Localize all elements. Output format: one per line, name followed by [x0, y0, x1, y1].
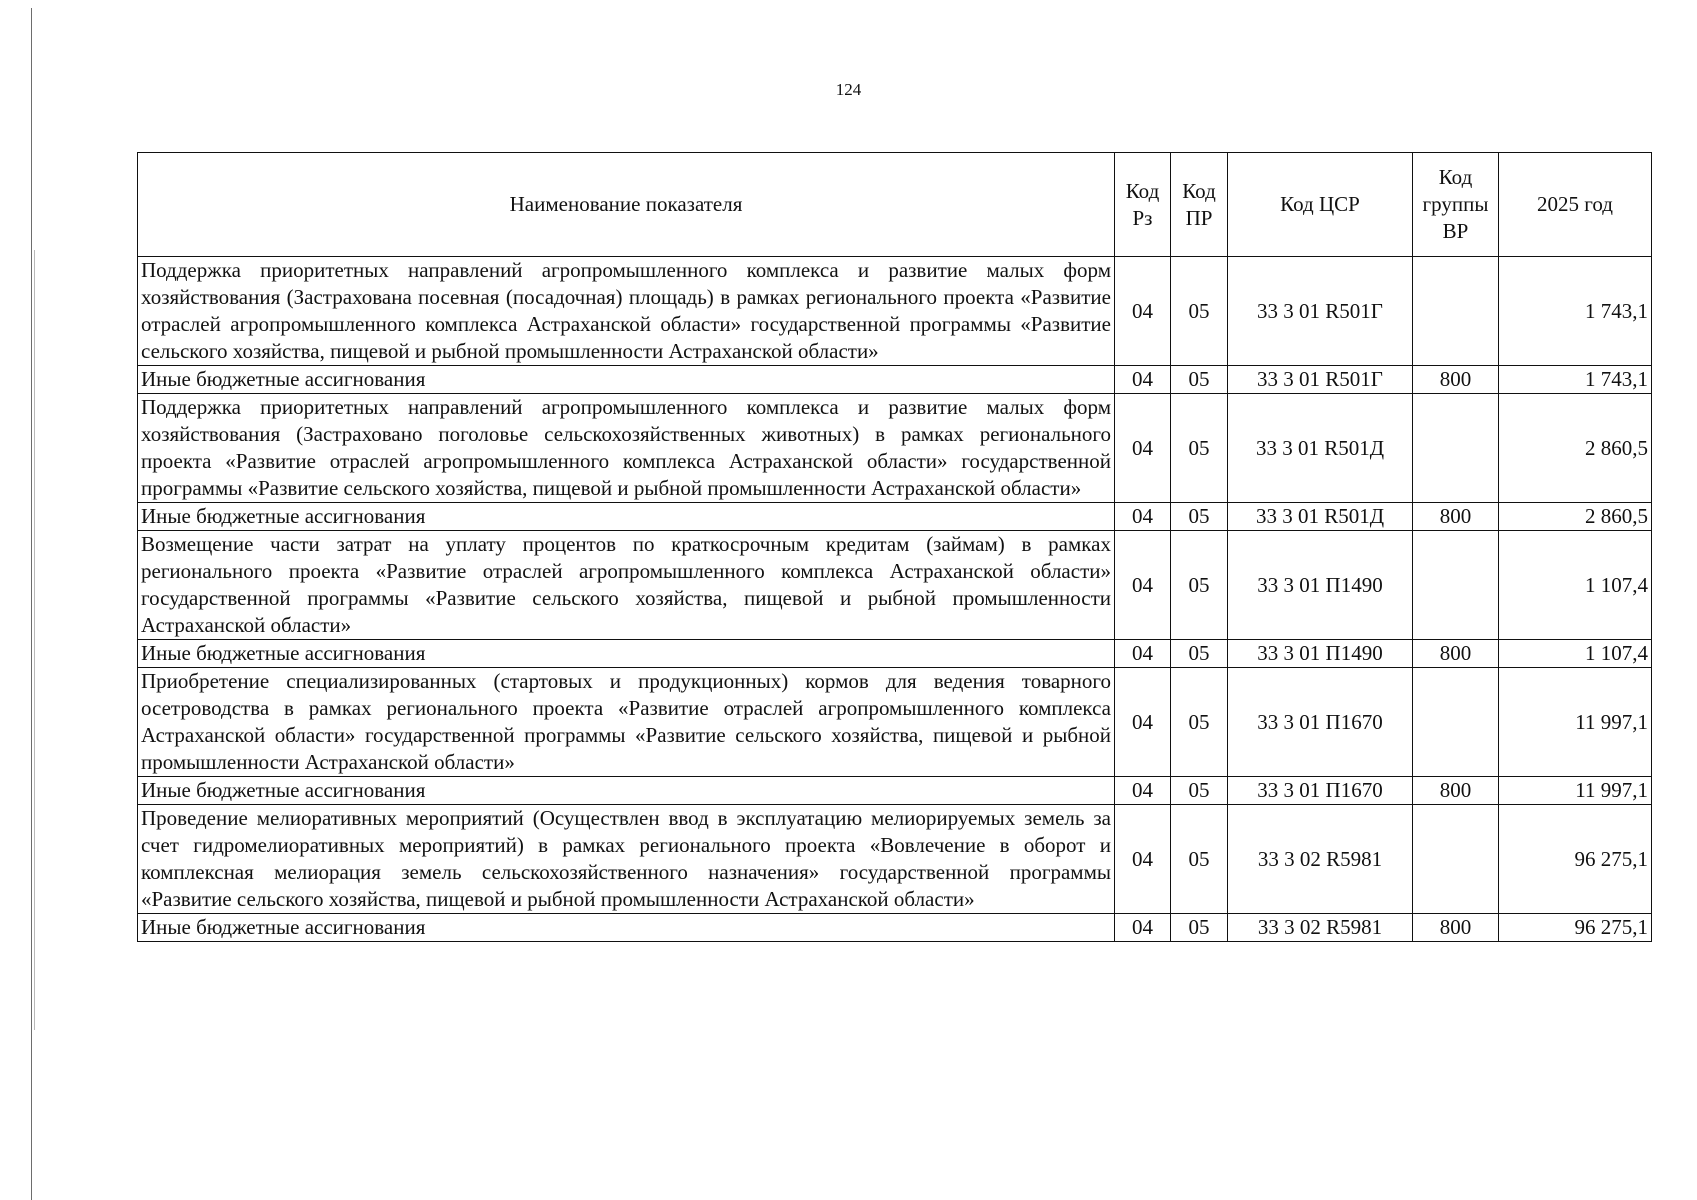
row-csr: 33 3 01 R501Д: [1228, 394, 1413, 503]
row-pr: 05: [1171, 366, 1228, 394]
header-pr: Код ПР: [1171, 153, 1228, 257]
row-name: Поддержка приоритетных направлений агропромышленного комплекса и развитие малых форм хозяйствования (Застраховано поголовье сельскохозяйственных животных) в рамках регионального проекта «Развитие отраслей агропромышленного комплекса Астраханской области» государственной программы «Развитие сельского хозяйства, пищевой и рыбной промышленности Астраханской области»: [138, 394, 1115, 503]
row-pr: 05: [1171, 640, 1228, 668]
row-amount: 96 275,1: [1499, 914, 1652, 942]
row-name: Возмещение части затрат на уплату процентов по краткосрочным кредитам (займам) в рамках регионального проекта «Развитие отраслей агропромышленного комплекса Астраханской области» государственной программы «Развитие сельского хозяйства, пищевой и рыбной промышленности Астраханской области»: [138, 531, 1115, 640]
header-vr: Код группы ВР: [1413, 153, 1499, 257]
row-amount: 11 997,1: [1499, 668, 1652, 777]
table-row: [138, 668, 1652, 777]
row-csr: 33 3 01 R501Д: [1228, 503, 1413, 531]
row-vr: 800: [1413, 503, 1499, 531]
row-rz: 04: [1115, 668, 1171, 777]
budget-table: [137, 152, 1652, 942]
row-csr: 33 3 01 П1490: [1228, 640, 1413, 668]
table-row: [138, 914, 1652, 942]
table-row: [138, 531, 1652, 640]
header-csr: Код ЦСР: [1228, 153, 1413, 257]
table-row: [138, 366, 1652, 394]
row-pr: 05: [1171, 668, 1228, 777]
page-number: 124: [835, 80, 862, 99]
row-vr: 800: [1413, 914, 1499, 942]
row-vr: 800: [1413, 640, 1499, 668]
row-rz: 04: [1115, 777, 1171, 805]
row-vr: [1413, 668, 1499, 777]
row-amount: 11 997,1: [1499, 777, 1652, 805]
row-csr: 33 3 01 П1490: [1228, 531, 1413, 640]
row-vr: [1413, 257, 1499, 366]
row-csr: 33 3 01 R501Г: [1228, 366, 1413, 394]
row-name: Приобретение специализированных (стартовых и продукционных) кормов для ведения товарного осетроводства в рамках регионального проекта «Развитие отраслей агропромышленного комплекса Астраханской области» государственной программы «Развитие сельского хозяйства, пищевой и рыбной промышленности Астраханской области»: [138, 668, 1115, 777]
row-name: Поддержка приоритетных направлений агропромышленного комплекса и развитие малых форм хозяйствования (Застрахована посевная (посадочная) площадь) в рамках регионального проекта «Развитие отраслей агропромышленного комплекса Астраханской области» государственной программы «Развитие сельского хозяйства, пищевой и рыбной промышленности Астраханской области»: [138, 257, 1115, 366]
row-vr: [1413, 805, 1499, 914]
row-pr: 05: [1171, 805, 1228, 914]
row-rz: 04: [1115, 914, 1171, 942]
row-amount: 2 860,5: [1499, 503, 1652, 531]
table-row: [138, 257, 1652, 366]
row-rz: 04: [1115, 257, 1171, 366]
row-rz: 04: [1115, 366, 1171, 394]
row-pr: 05: [1171, 503, 1228, 531]
row-amount: 1 107,4: [1499, 531, 1652, 640]
row-vr: [1413, 394, 1499, 503]
row-rz: 04: [1115, 531, 1171, 640]
row-amount: 2 860,5: [1499, 394, 1652, 503]
row-name: Проведение мелиоративных мероприятий (Осуществлен ввод в эксплуатацию мелиорируемых земель за счет гидромелиоративных мероприятий) в рамках регионального проекта «Вовлечение в оборот и комплексная мелиорация земель сельскохозяйственного назначения» государственной программы «Развитие сельского хозяйства, пищевой и рыбной промышленности Астраханской области»: [138, 805, 1115, 914]
table-row: [138, 640, 1652, 668]
row-rz: 04: [1115, 394, 1171, 503]
row-name: Иные бюджетные ассигнования: [138, 914, 1115, 942]
row-amount: 1 743,1: [1499, 366, 1652, 394]
table-row: [138, 503, 1652, 531]
row-csr: 33 3 01 П1670: [1228, 668, 1413, 777]
table-header-row: [138, 153, 1652, 257]
row-name: Иные бюджетные ассигнования: [138, 640, 1115, 668]
table-row: [138, 805, 1652, 914]
scan-edge-line: [31, 8, 32, 1200]
row-pr: 05: [1171, 531, 1228, 640]
row-amount: 96 275,1: [1499, 805, 1652, 914]
header-year: 2025 год: [1499, 153, 1652, 257]
row-pr: 05: [1171, 394, 1228, 503]
header-rz: Код Рз: [1115, 153, 1171, 257]
row-pr: 05: [1171, 914, 1228, 942]
table-row: [138, 394, 1652, 503]
row-rz: 04: [1115, 640, 1171, 668]
row-rz: 04: [1115, 805, 1171, 914]
row-csr: 33 3 02 R5981: [1228, 914, 1413, 942]
header-name: Наименование показателя: [138, 153, 1115, 257]
table-row: [138, 777, 1652, 805]
row-csr: 33 3 01 R501Г: [1228, 257, 1413, 366]
row-pr: 05: [1171, 777, 1228, 805]
scan-edge-line-secondary: [34, 250, 35, 1030]
row-name: Иные бюджетные ассигнования: [138, 503, 1115, 531]
row-rz: 04: [1115, 503, 1171, 531]
row-pr: 05: [1171, 257, 1228, 366]
row-csr: 33 3 02 R5981: [1228, 805, 1413, 914]
row-vr: [1413, 531, 1499, 640]
row-amount: 1 107,4: [1499, 640, 1652, 668]
row-name: Иные бюджетные ассигнования: [138, 777, 1115, 805]
row-vr: 800: [1413, 777, 1499, 805]
row-csr: 33 3 01 П1670: [1228, 777, 1413, 805]
row-amount: 1 743,1: [1499, 257, 1652, 366]
row-vr: 800: [1413, 366, 1499, 394]
row-name: Иные бюджетные ассигнования: [138, 366, 1115, 394]
